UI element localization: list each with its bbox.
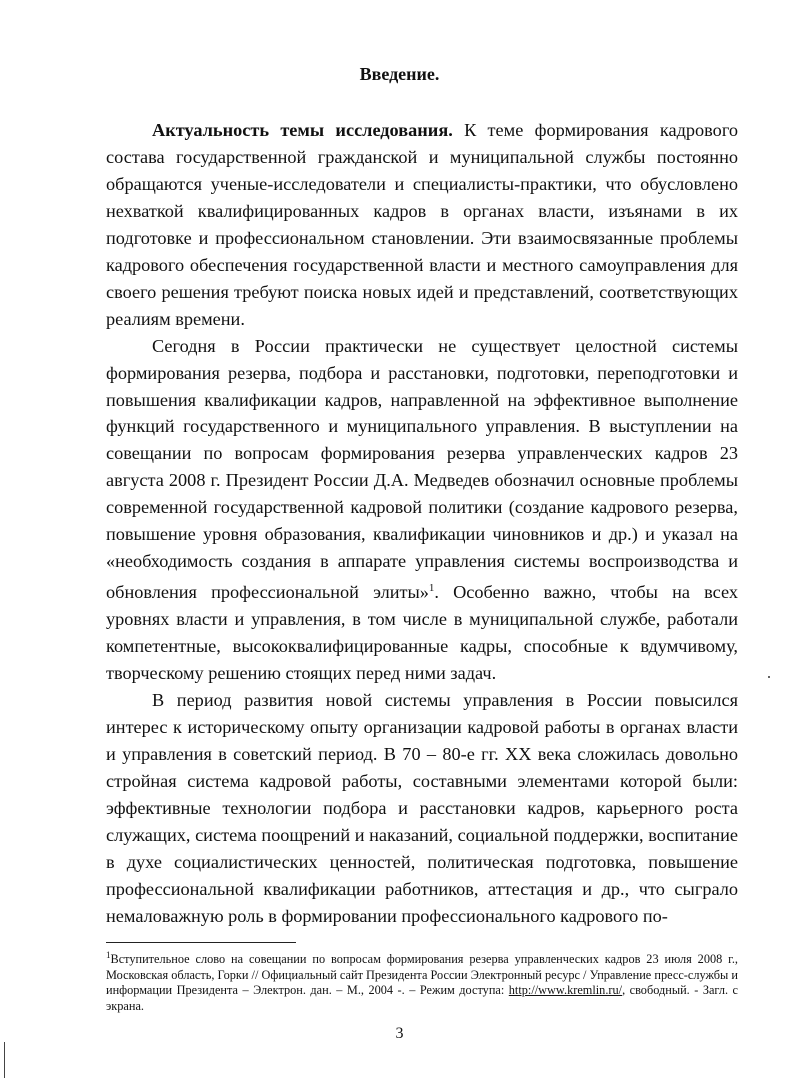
paragraph-text: К теме формирования кадрового состава государственной гражданской и муниципальной службы постоянно обращаются ученые-исследователи и специалисты-практики, что обусловлено нехваткой квалифицированных кадров в органах власти, изъянами в их подготовке и профессиональном становлении. Эти взаимосвязанные проблемы кадрового обеспечения государственной власти и местного самоуправления для своего решения требуют поиска новых идей и представлений, соответствующих реалиям времени. xyxy=(106,120,739,329)
paragraph-russia-today xyxy=(106,333,738,687)
footnote-reference[interactable]: 1 xyxy=(428,582,435,595)
footnote-divider xyxy=(106,942,296,943)
footnote-text: Вступительное слово на совещании по вопросам формирования резерва управленческих кадров 23 июля 2008 г., Московская область, Горки // Официальный сайт Президента России Электронный ресурс / Управление пресс-службы и информации Президента – Электрон. дан. – М., 2004 -. – Режим доступа: xyxy=(106,952,738,998)
paragraph-soviet-period xyxy=(106,687,738,930)
paragraph-relevance xyxy=(106,117,738,333)
scan-margin-line xyxy=(4,1042,5,1078)
paragraph-lead: Актуальность темы исследования. xyxy=(152,120,453,140)
body-text xyxy=(106,117,738,930)
footnote-text-end: , свободный. - Загл. с экрана. xyxy=(106,983,739,1013)
footnote xyxy=(106,948,738,1014)
paragraph-text: В период развития новой системы управления в России повысился интерес к историческому опыту организации кадровой работы в органах власти и управления в советский период. В 70 – 80-е гг. XX века сложилась довольно стройная система кадровой работы, составными элементами которой были: эффективные технологии подбора и расстановки кадров, карьерного роста служащих, система поощрений и наказаний, социальной поддержки, воспитание в духе социалистических ценностей, политическая подготовка, повышение профессиональной квалификации работников, аттестация и др., что сыграло немаловажную роль в формировании профессионального кадрового по- xyxy=(106,690,738,926)
page-title: Введение. xyxy=(359,64,440,84)
footnote-link[interactable]: http://www.kremlin.ru/ xyxy=(508,983,623,998)
footnote-marker: 1 xyxy=(106,950,111,960)
scan-speck xyxy=(768,676,770,678)
page-number: 3 xyxy=(395,1025,404,1042)
paragraph-text: Сегодня в России практически не существует целостной системы формирования резерва, подбора и расстановки, подготовки, переподготовки и повышения квалификации кадров, направленной на эффективное выполнение функций государственного и муниципального управления. В выступлении на совещании по вопросам формирования резерва управленческих кадров 23 августа 2008 г. Президент России Д.А. Медведев обозначил основные проблемы современной государственной кадровой политики (создание кадрового резерва, повышение уровня образования, квалификации чиновников и др.) и указал на «необходимость создания в аппарате управления системы воспроизводства и обновления профессиональной элиты» xyxy=(106,335,738,603)
paragraph-text: . Особенно важно, чтобы на всех уровнях власти и управления, в том числе в муниципальной службе, работали компетентные, высококвалифицированные кадры, способные к вдумчивому, творческому решению стоящих перед ними задач. xyxy=(106,582,738,684)
